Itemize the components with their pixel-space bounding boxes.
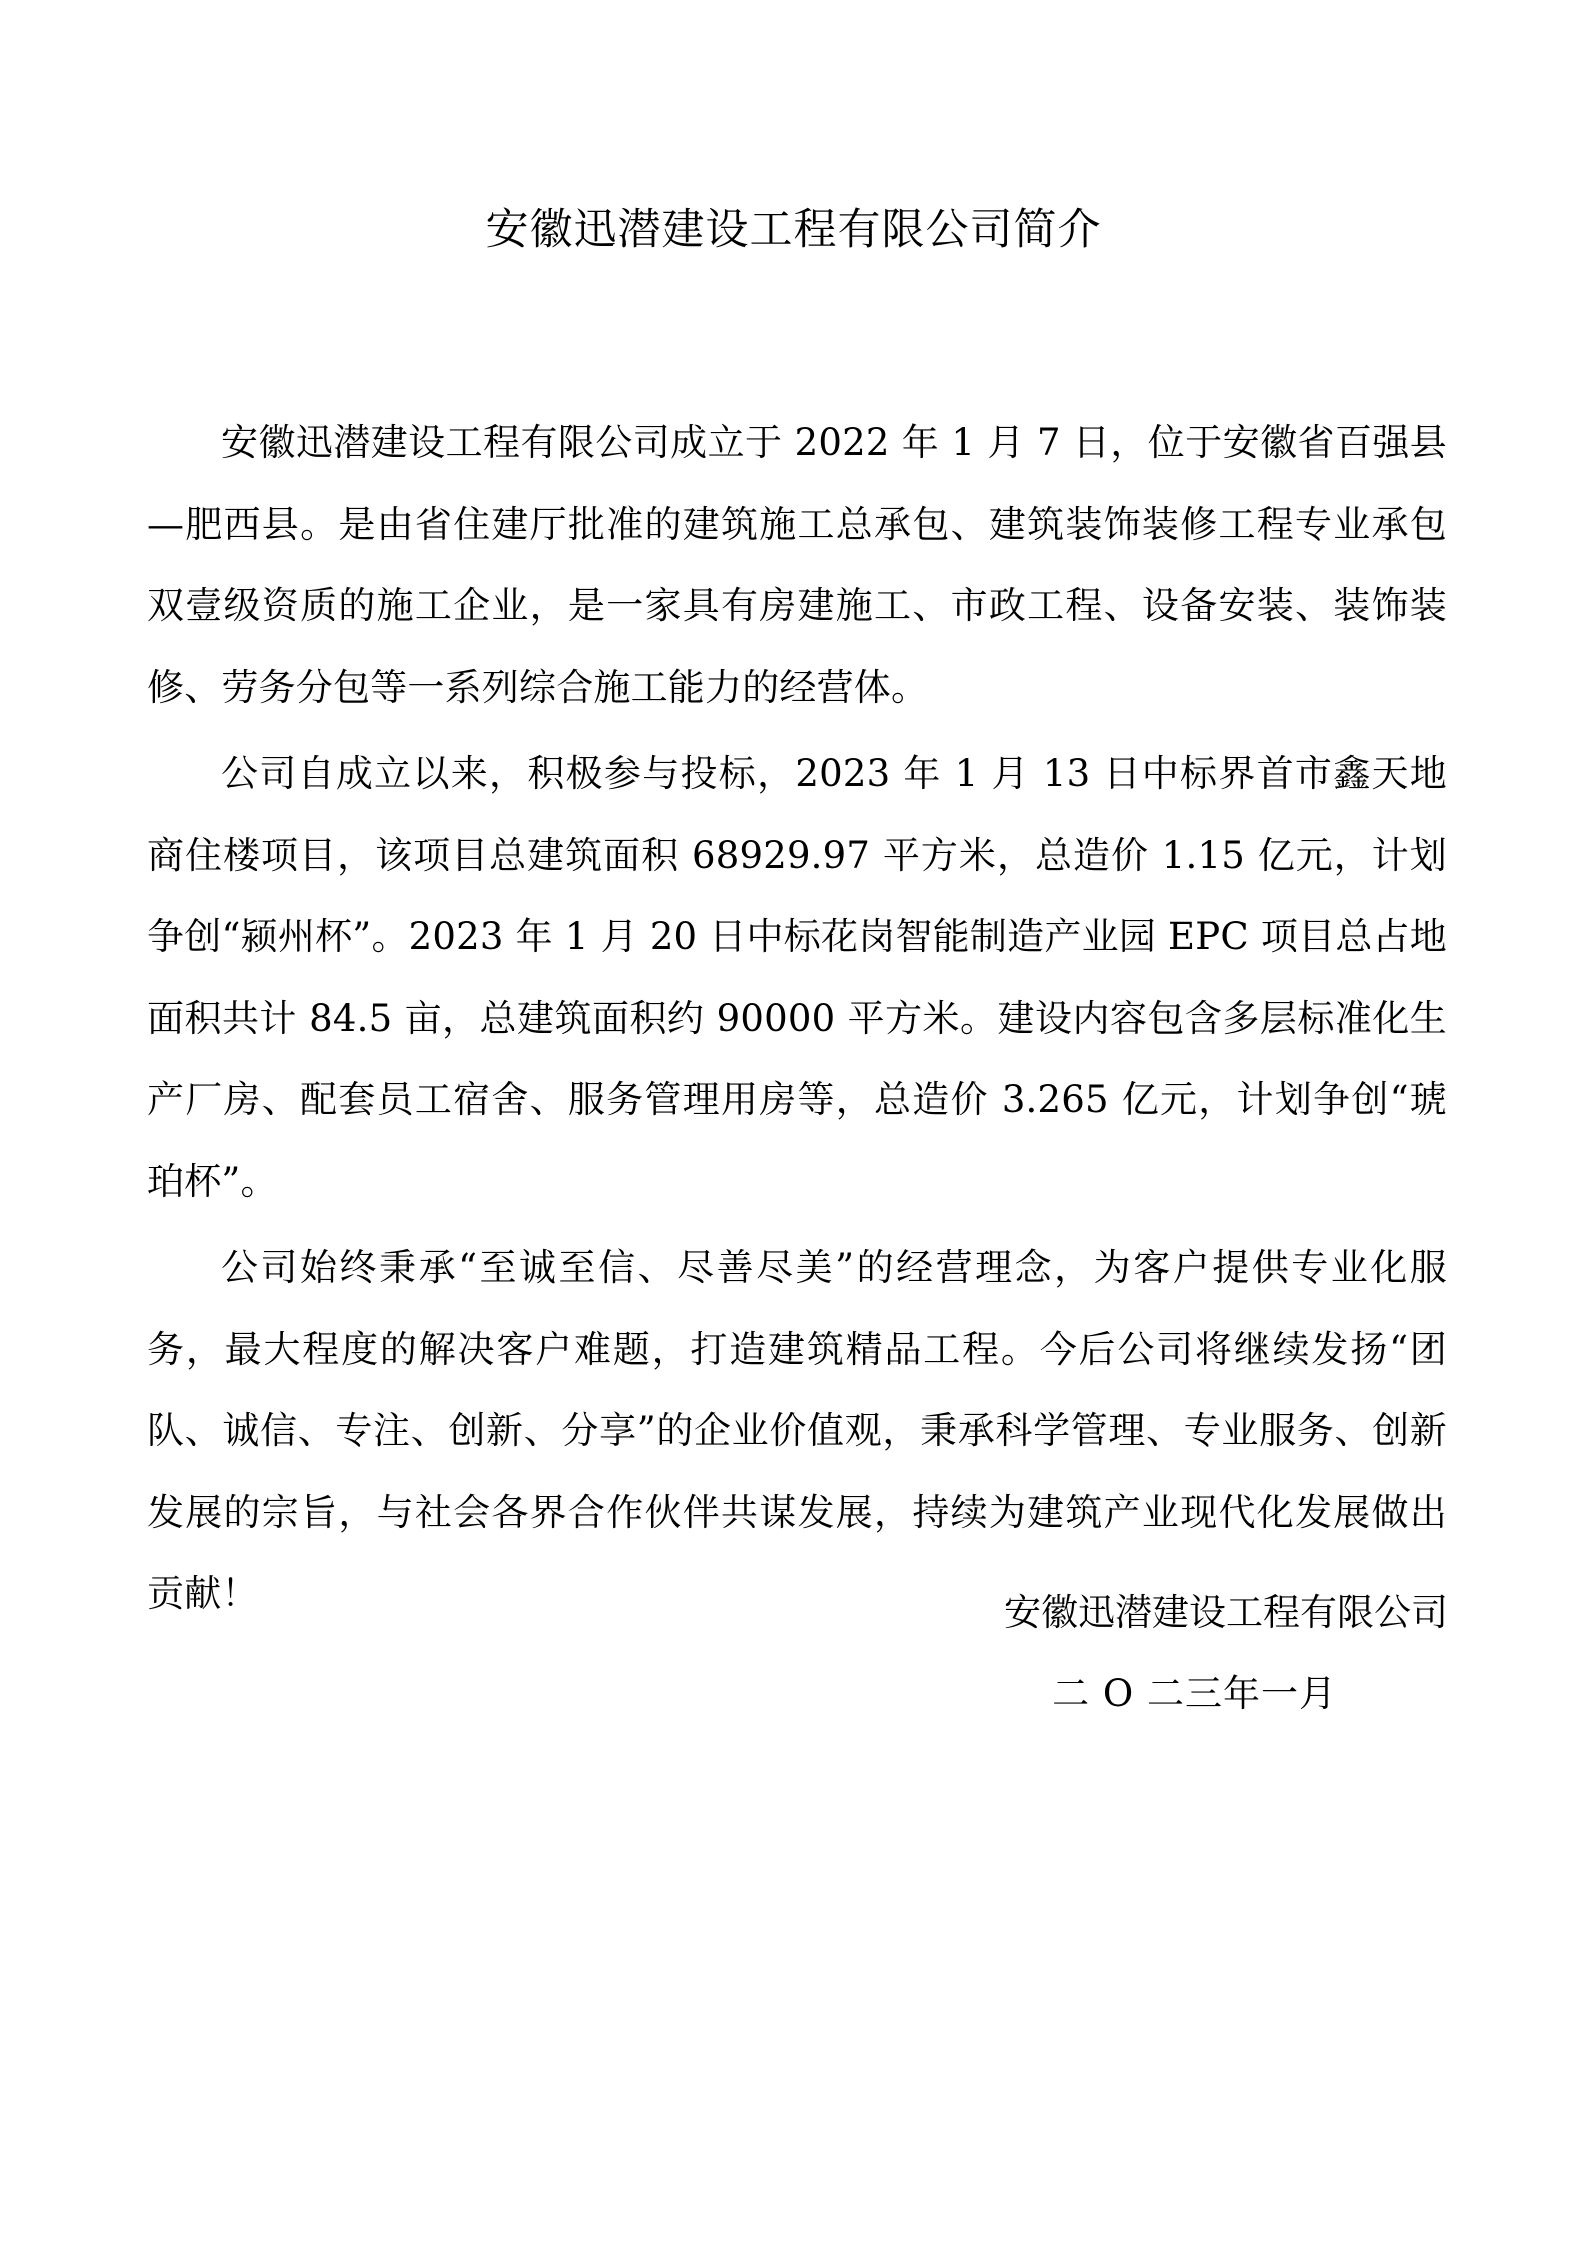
signature-date: 二 O 二三年一月: [1052, 1672, 1337, 1715]
signature-block: [900, 1572, 1448, 1734]
paragraph-company-overview: 安徽迅潜建设工程有限公司成立于 2022 年 1 月 7 日，位于安徽省百强县—肥西县。是由省住建厅批准的建筑施工总承包、建筑装饰装修工程专业承包双壹级资质的施工企业，是一家具有房建施工、市政工程、设备安装、装饰装修、劳务分包等一系列综合施工能力的经营体。: [147, 421, 1447, 709]
paragraph-philosophy: 公司始终秉承“至诚至信、尽善尽美”的经营理念，为客户提供专业化服务，最大程度的解决客户难题，打造建筑精品工程。今后公司将继续发扬“团队、诚信、专注、创新、分享”的企业价值观，秉承科学管理、专业服务、创新发展的宗旨，与社会各界合作伙伴共谋发展，持续为建筑产业现代化发展做出贡献！: [147, 1246, 1447, 1615]
document-body: [147, 402, 1447, 1640]
signature-company: 安徽迅潜建设工程有限公司: [1004, 1591, 1448, 1634]
paragraph-projects: 公司自成立以来，积极参与投标，2023 年 1 月 13 日中标界首市鑫天地商住楼项目，该项目总建筑面积 68929.97 平方米，总造价 1.15 亿元，计划争创“颍州杯”。2023 年 1 月 20 日中标花岗智能制造产业园 EPC 项目总占地面积共计 84.5 亩，总建筑面积约 90000 平方米。建设内容包含多层标准化生产厂房、配套员工宿舍、服务管理用房等，总造价 3.265 亿元，计划争创“琥珀杯”。: [147, 752, 1447, 1203]
document-title: 安徽迅潜建设工程有限公司简介: [485, 205, 1102, 255]
